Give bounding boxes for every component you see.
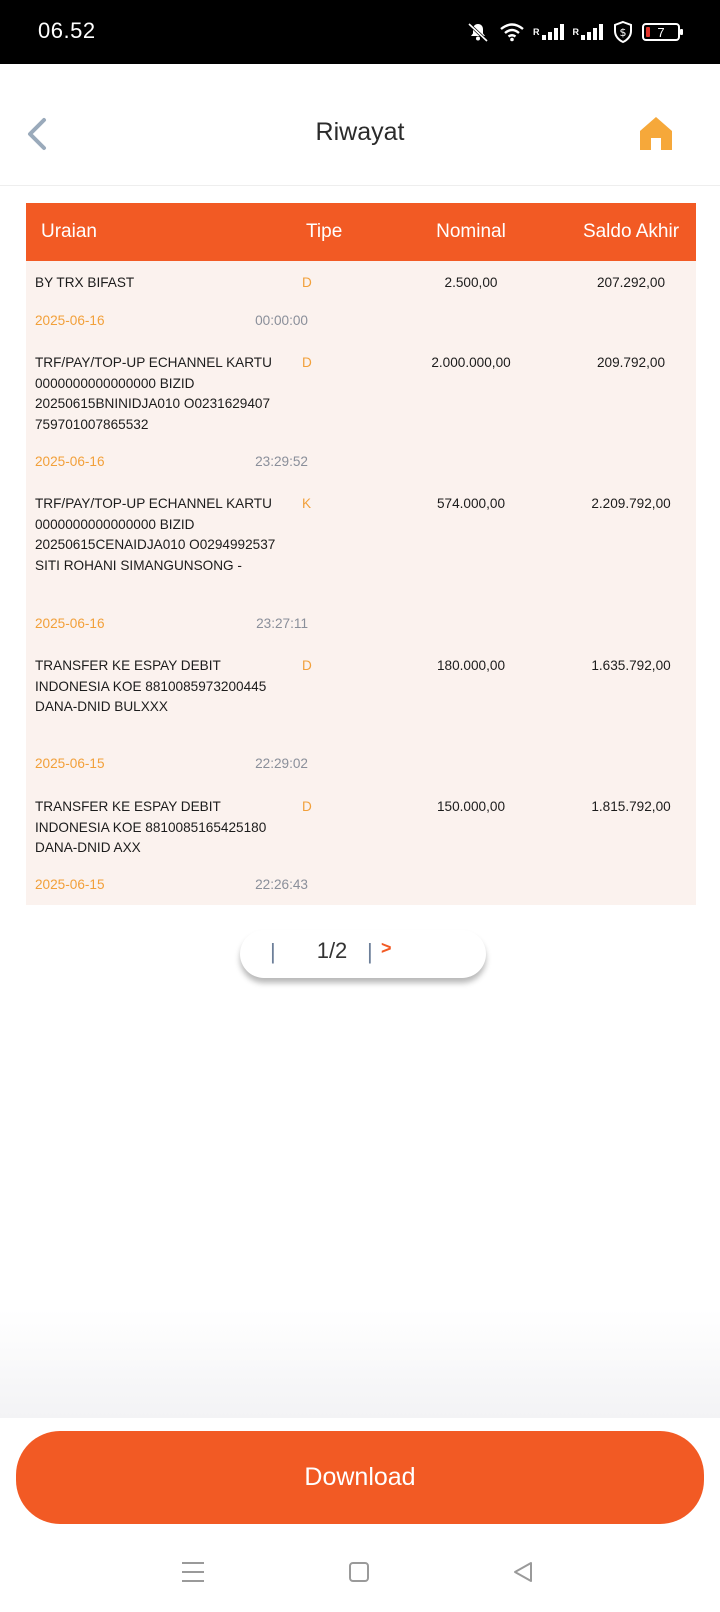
row-time: 23:29:52 — [255, 454, 308, 469]
wifi-icon — [499, 22, 525, 42]
menu-icon — [180, 1560, 206, 1584]
row-time: 23:27:11 — [256, 616, 308, 631]
pagination-label: 1/2 — [316, 938, 348, 963]
row-date: 2025-06-16 — [35, 313, 105, 328]
row-saldo: 207.292,00 — [596, 275, 666, 290]
row-time: 00:00:00 — [255, 313, 308, 328]
pagination — [240, 930, 486, 978]
row-date: 2025-06-16 — [35, 454, 105, 469]
row-type: D — [302, 275, 312, 290]
home-button[interactable] — [636, 114, 676, 154]
pagination-separator-right: | — [367, 939, 373, 964]
pagination-separator-left: | — [270, 939, 276, 964]
row-date: 2025-06-15 — [35, 756, 105, 771]
row-description: TRF/PAY/TOP-UP ECHANNEL KARTU 0000000000000000 BIZID 20250615CENAIDJA010 O0294992537 SITI ROHANI SIMANGUNSONG - — [35, 496, 276, 574]
home-icon — [636, 114, 676, 154]
row-description: BY TRX BIFAST — [35, 275, 135, 290]
battery-icon — [642, 23, 680, 41]
app-header — [0, 64, 720, 186]
shield-dollar-icon — [612, 20, 634, 44]
row-saldo: 209.792,00 — [596, 355, 666, 370]
square-icon — [347, 1560, 371, 1584]
row-type: D — [302, 799, 312, 814]
status-bar — [0, 0, 720, 64]
row-saldo: 1.635.792,00 — [591, 658, 671, 673]
row-description: TRANSFER KE ESPAY DEBIT INDONESIA KOE 8810085165425180 DANA-DNID AXX — [35, 799, 267, 856]
row-type: D — [302, 658, 312, 673]
row-date: 2025-06-16 — [35, 616, 105, 631]
system-nav-bar — [0, 1540, 720, 1612]
signal-icon-1: R — [533, 23, 565, 41]
row-saldo: 2.209.792,00 — [591, 496, 671, 511]
column-header-saldo-akhir: Saldo Akhir — [582, 221, 680, 242]
nav-back-button[interactable] — [503, 1552, 543, 1592]
column-header-uraian: Uraian — [41, 221, 97, 242]
transaction-table — [26, 203, 696, 905]
row-date: 2025-06-15 — [35, 877, 105, 892]
table-header — [26, 203, 696, 261]
bottom-fade — [0, 1310, 720, 1418]
column-header-tipe: Tipe — [306, 221, 343, 242]
row-description: TRANSFER KE ESPAY DEBIT INDONESIA KOE 8810085973200445 DANA-DNID BULXXX — [35, 658, 267, 715]
next-page-button[interactable]: > — [381, 938, 392, 958]
download-button[interactable]: Download — [16, 1431, 704, 1524]
row-description: TRF/PAY/TOP-UP ECHANNEL KARTU 0000000000000000 BIZID 20250615BNINIDJA010 O0231629407 759701007865532 — [35, 355, 272, 433]
column-header-nominal: Nominal — [436, 221, 506, 242]
row-nominal: 180.000,00 — [436, 658, 506, 673]
row-nominal: 2.000.000,00 — [431, 355, 511, 370]
nav-home-button[interactable] — [339, 1552, 379, 1592]
row-time: 22:29:02 — [255, 756, 308, 771]
row-time: 22:26:43 — [255, 877, 308, 892]
status-icons — [465, 18, 680, 46]
triangle-back-icon — [511, 1560, 535, 1584]
row-type: K — [302, 496, 312, 511]
row-saldo: 1.815.792,00 — [591, 799, 671, 814]
battery-level: 7 — [657, 24, 665, 40]
row-nominal: 150.000,00 — [436, 799, 506, 814]
svg-text:$: $ — [619, 26, 627, 39]
row-type: D — [302, 355, 312, 370]
page-title: Riwayat — [315, 118, 405, 146]
nav-menu-button[interactable] — [173, 1552, 213, 1592]
mute-icon — [465, 21, 491, 43]
row-nominal: 2.500,00 — [444, 275, 498, 290]
row-nominal: 574.000,00 — [436, 496, 506, 511]
signal-icon-2: R — [573, 23, 605, 41]
status-time: 06.52 — [38, 18, 96, 43]
